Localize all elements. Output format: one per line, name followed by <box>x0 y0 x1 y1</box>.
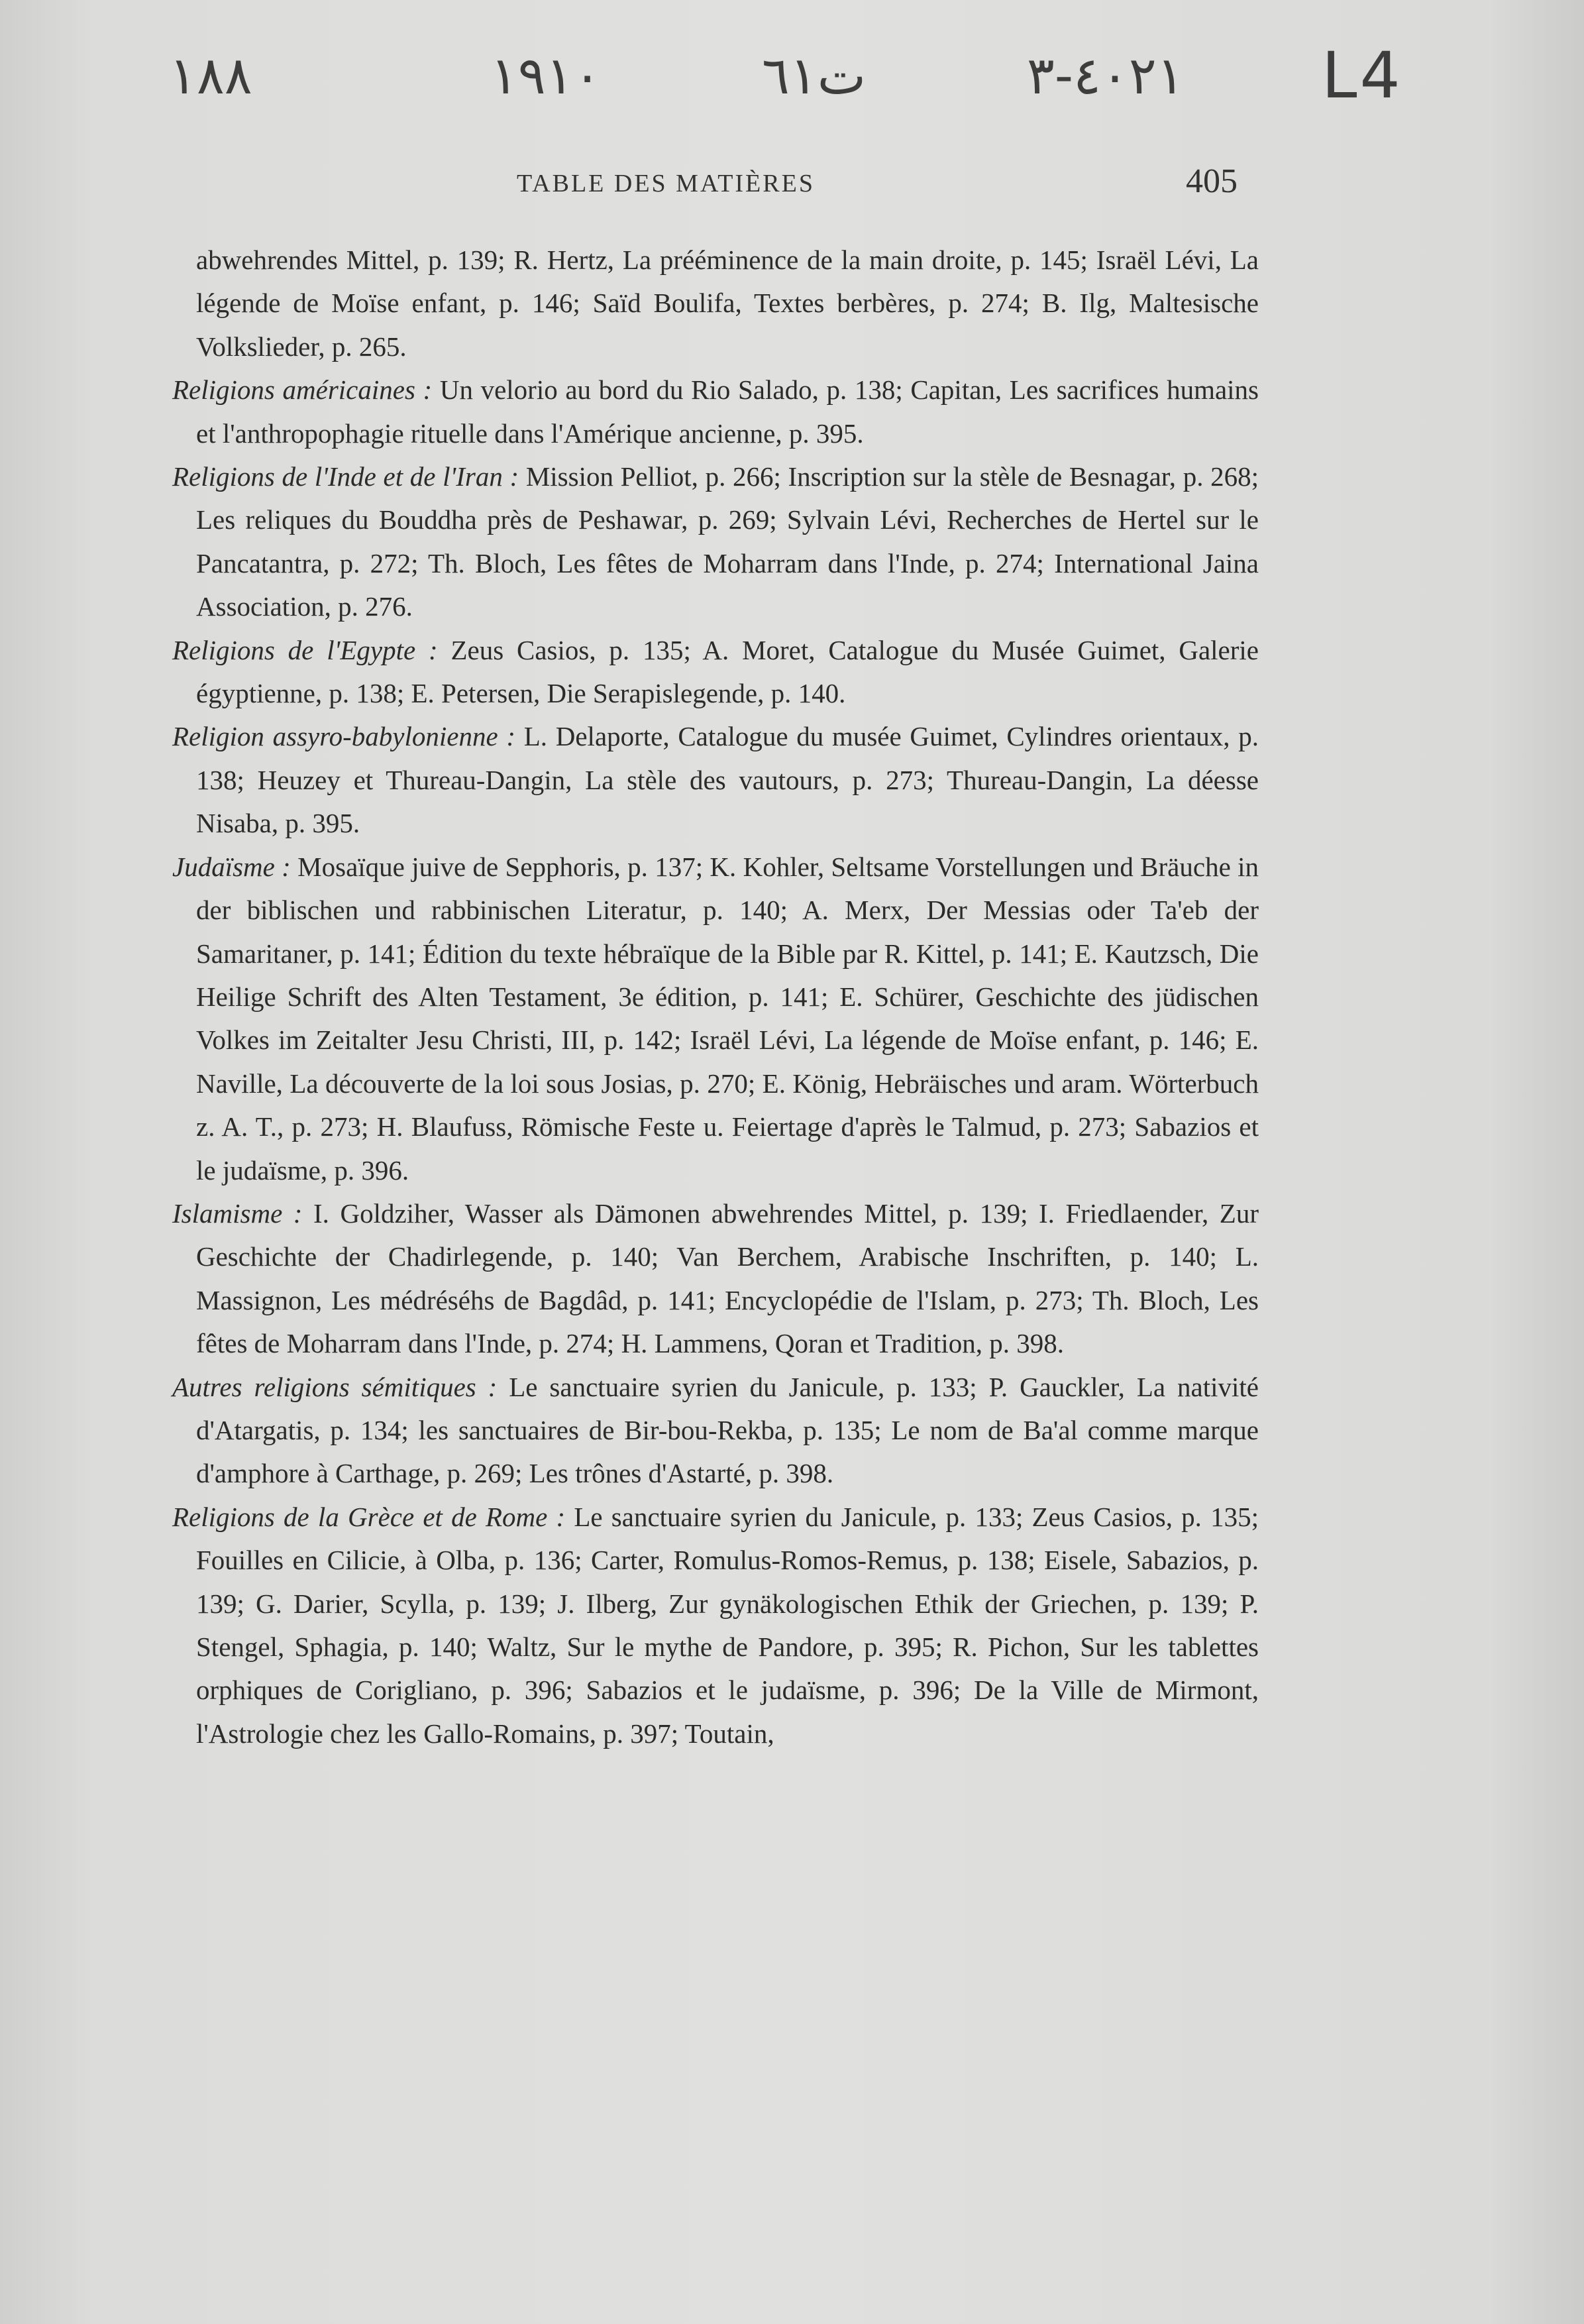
running-head: TABLE DES MATIÈRES <box>517 170 815 197</box>
handwritten-mark: ١٩١٠ <box>490 46 602 106</box>
index-entry <box>172 368 1259 455</box>
entry-text: Un velorio au bord du Rio Salado, p. 138; Capitan, Les sacrifices humains et l'anthropophagie rituelle dans l'Amérique ancienne, p. 395. <box>196 374 1259 449</box>
index-entry <box>172 455 1259 629</box>
entry-text: Le sanctuaire syrien du Janicule, p. 133; Zeus Casios, p. 135; Fouilles en Cilicie, à Olba, p. 136; Carter, Romulus-Romos-Remus, p. 138; Eisele, Sabazios, p. 139; G. Darier, Scylla, p. 139; J. Ilberg, Zur gynäkologischen Ethik der Griechen, p. 139; P. Stengel, Sphagia, p. 140; Waltz, Sur le mythe de Pandore, p. 395; R. Pichon, Sur les tablettes orphiques de Corigliano, p. 396; Sabazios et le judaïsme, p. 396; De la Ville de Mirmont, l'Astrologie chez les Gallo-Romains, p. 397; Toutain, <box>196 1501 1259 1749</box>
index-entry <box>172 1496 1259 1755</box>
entry-topic: Religion assyro-babylonienne : <box>172 721 516 752</box>
entry-text: Mosaïque juive de Sepphoris, p. 137; K. Kohler, Seltsame Vorstellungen und Bräuche in der biblischen und rabbinischen Literatur, p. 140; A. Merx, Der Messias oder Ta'eb der Samaritaner, p. 141; Édition du texte hébraïque de la Bible par R. Kittel, p. 141; E. Kautzsch, Die Heilige Schrift des Alten Testament, 3e édition, p. 141; E. Schürer, Geschichte des jüdischen Volkes im Zeitalter Jesu Christi, III, p. 142; Israël Lévi, La légende de Moïse enfant, p. 146; E. Naville, La découverte de la loi sous Josias, p. 270; E. König, Hebräisches und aram. Wörterbuch z. A. T., p. 273; H. Blaufuss, Römische Feste u. Feiertage d'après le Talmud, p. 273; Sabazios et le judaïsme, p. 396. <box>196 851 1259 1186</box>
entry-text: I. Goldziher, Wasser als Dämonen abwehrendes Mittel, p. 139; I. Friedlaender, Zur Geschichte der Chadirlegende, p. 140; Van Berchem, Arabische Inschriften, p. 140; L. Massignon, Les médréséhs de Bagdâd, p. 141; Encyclopédie de l'Islam, p. 273; Th. Bloch, Les fêtes de Moharram dans l'Inde, p. 274; H. Lammens, Qoran et Tradition, p. 398. <box>196 1197 1259 1359</box>
index-entry <box>172 1192 1259 1366</box>
entry-topic: Religions de la Grèce et de Rome : <box>172 1501 566 1532</box>
entry-text: Le sanctuaire syrien du Janicule, p. 133; P. Gauckler, La nativité d'Atargatis, p. 134; les sanctuaires de Bir-bou-Rekba, p. 135; Le nom de Ba'al comme marque d'amphore à Carthage, p. 269; Les trônes d'Astarté, p. 398. <box>196 1371 1259 1489</box>
entry-topic: Religions de l'Egypte : <box>172 634 438 665</box>
index-entry <box>172 629 1259 716</box>
handwritten-mark: L4 <box>1322 38 1403 113</box>
entry-text: L. Delaporte, Catalogue du musée Guimet, Cylindres orientaux, p. 138; Heuzey et Thureau-Dangin, La stèle des vautours, p. 273; Thureau-Dangin, La déesse Nisaba, p. 395. <box>196 721 1259 839</box>
entry-text: Zeus Casios, p. 135; A. Moret, Catalogue du Musée Guimet, Galerie égyptienne, p. 138; E. Petersen, Die Serapislegende, p. 140. <box>196 634 1259 709</box>
page-number: 405 <box>1186 162 1238 200</box>
index-entry <box>172 846 1259 1192</box>
entry-topic: Autres religions sémitiques : <box>172 1371 498 1402</box>
entry-text: Mission Pelliot, p. 266; Inscription sur la stèle de Besnagar, p. 268; Les reliques du Bouddha près de Peshawar, p. 269; Sylvain Lévi, Recherches de Hertel sur le Pancatantra, p. 272; Th. Bloch, Les fêtes de Moharram dans l'Inde, p. 274; International Jaina Association, p. 276. <box>196 461 1259 622</box>
handwritten-mark: ت٦١ <box>762 46 867 106</box>
index-entry <box>172 239 1259 368</box>
handwritten-mark: ١٨٨ <box>169 46 252 106</box>
entry-topic: Judaïsme : <box>172 851 291 882</box>
entry-topic: Religions de l'Inde et de l'Iran : <box>172 461 519 492</box>
index-body <box>172 239 1259 1755</box>
index-entry <box>172 715 1259 845</box>
index-entry <box>172 1366 1259 1496</box>
handwritten-mark: ٤٠٢١-٣ <box>1027 46 1185 106</box>
handwritten-annotations <box>0 33 1584 126</box>
entry-topic: Islamisme : <box>172 1197 303 1229</box>
entry-text: abwehrendes Mittel, p. 139; R. Hertz, La prééminence de la main droite, p. 145; Israël Lévi, La légende de Moïse enfant, p. 146; Saïd Boulifa, Textes berbères, p. 274; B. Ilg, Maltesische Volkslieder, p. 265. <box>196 245 1259 362</box>
entry-topic: Religions américaines : <box>172 374 433 406</box>
